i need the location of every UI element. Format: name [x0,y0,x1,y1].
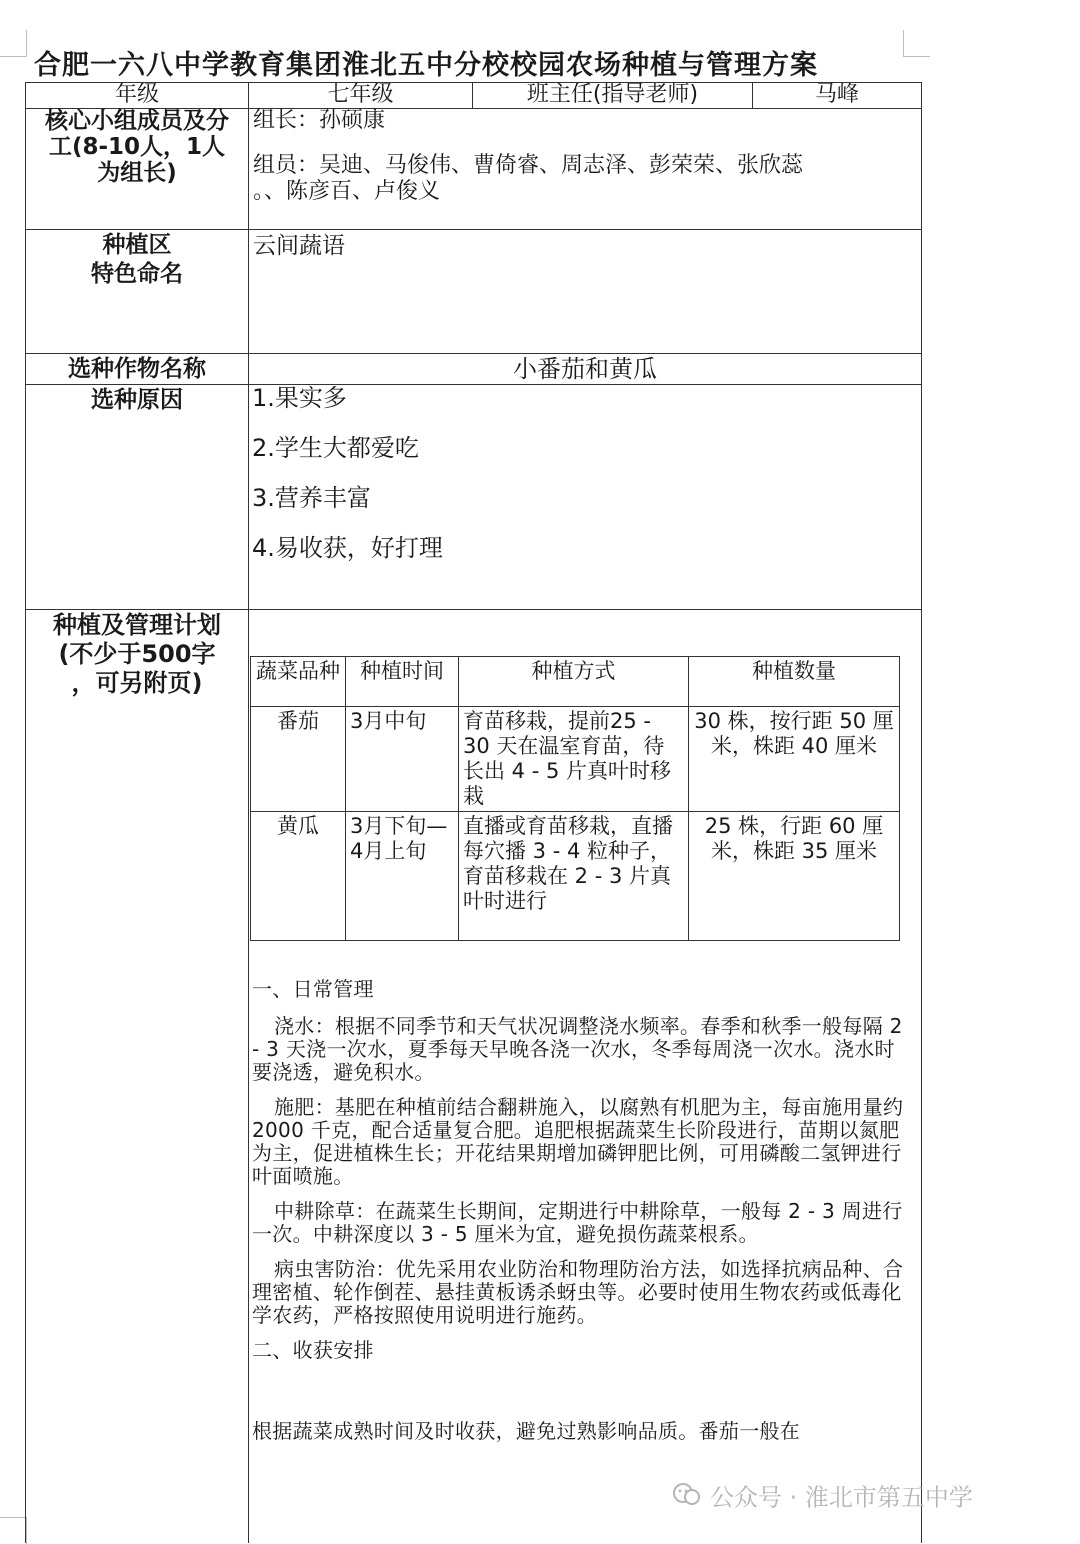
team-label-line: 核心小组成员及分 [45,108,229,134]
paragraph-weeding: 中耕除草：在蔬菜生长期间，定期进行中耕除草，一般每 2 - 3 周进行一次。中耕深度以 3 - 5 厘米为宜，避免损伤蔬菜根系。 [252,1199,903,1246]
paragraph-harvest: 根据蔬菜成熟时间及时收获，避免过熟影响品质。番茄一般在 [252,1419,801,1443]
reason-item: 1.果实多 [252,384,347,412]
planting-table-row [251,812,900,941]
reason-item: 4.易收获，好打理 [252,534,443,562]
watermark-text: 公众号 · 淮北市第五中学 [710,1483,973,1512]
plan-label [27,611,247,698]
team-members-line: 。、陈彦百、卢俊义 [253,179,441,204]
grade-value: 七年级 [327,83,394,107]
crop-mark-top-right [903,30,930,57]
planting-table-header-row [251,657,900,707]
grade-label: 年级 [114,83,159,107]
crop-label: 选种作物名称 [68,356,206,382]
table-column-divider [752,82,753,108]
document-title: 合肥一六八中学教育集团淮北五中分校校园农场种植与管理方案 [34,50,818,81]
table-column-divider [472,82,473,108]
crop-mark-top-left [0,30,27,57]
paragraph-fertilizing: 施肥：基肥在种植前结合翻耕施入，以腐熟有机肥为主，每亩施用量约 2000 千克，配合适量复合肥。追肥根据蔬菜生长阶段进行，苗期以氮肥为主，促进植株生长；开花结果期增加磷钾肥比例，可用磷酸二氢钾进行叶面喷施。 [252,1095,904,1188]
table-rule [25,609,922,610]
planting-table-row [251,707,900,812]
reasons-label: 选种原因 [91,387,183,413]
team-members-line: 组员：吴迪、马俊伟、曹倚睿、周志泽、彭荣荣、张欣蕊 [253,153,804,178]
team-leader: 组长：孙硕康 [253,108,386,133]
cell-quantity: 30 株，按行距 50 厘米，株距 40 厘米 [689,707,900,812]
crop-value: 小番茄和黄瓜 [513,355,657,383]
column-header-vegetable: 蔬菜品种 [251,657,346,707]
plan-label-line: ，可另附页) [71,669,203,697]
reason-item: 2.学生大都爱吃 [252,434,419,462]
team-members [253,153,918,205]
table-rule [25,229,922,230]
team-label [27,108,247,186]
reasons-list [252,383,917,583]
table-border-right [921,82,922,1543]
planting-table [250,656,900,941]
watermark [672,1482,973,1515]
reason-item: 3.营养丰富 [252,484,371,512]
table-border-left [25,82,26,1543]
section-heading-harvest: 二、收获安排 [252,1338,374,1362]
cell-vegetable: 番茄 [251,707,346,812]
section-heading-daily-management: 一、日常管理 [252,978,374,1001]
area-name-label-line: 种植区 [102,232,172,258]
teacher-label: 班主任(指导老师) [526,83,699,107]
cell-method: 直播或育苗移栽，直播每穴播 3 - 4 粒种子，育苗移栽在 2 - 3 片真叶时进行 [459,812,689,941]
crop-mark-bottom-left [0,1517,27,1544]
cell-time: 3月中旬 [346,707,459,812]
cell-time: 3月下旬—4月上旬 [346,812,459,941]
column-header-quantity: 种植数量 [689,657,900,707]
cell-vegetable: 黄瓜 [251,812,346,941]
column-header-method: 种植方式 [459,657,689,707]
area-name-label [27,231,247,289]
plan-label-line: (不少于500字 [58,640,216,668]
plan-label-line: 种植及管理计划 [53,611,221,639]
paragraph-watering: 浇水：根据不同季节和天气状况调整浇水频率。春季和秋季一般每隔 2 - 3 天浇一次水，夏季每天早晚各浇一次水，冬季每周浇一次水。浇水时要浇透，避免积水。 [252,1014,903,1084]
teacher-value: 马峰 [814,83,859,107]
team-label-line: 为组长) [97,160,177,186]
wechat-official-account-icon [672,1482,702,1515]
area-name-value: 云间蔬语 [253,233,345,259]
team-label-line: 工(8-10人，1人 [48,134,226,160]
cell-quantity: 25 株，行距 60 厘米，株距 35 厘米 [689,812,900,941]
paragraph-pest-control: 病虫害防治：优先采用农业防治和物理防治方法，如选择抗病品种、合理密植、轮作倒茬、悬挂黄板诱杀蚜虫等。必要时使用生物农药或低毒化学农药，严格按照使用说明进行施药。 [252,1257,904,1327]
management-section [252,978,914,1538]
cell-method: 育苗移栽，提前25 - 30 天在温室育苗，待长出 4 - 5 片真叶时移栽 [459,707,689,812]
table-column-divider [248,82,249,1543]
area-name-label-line: 特色命名 [91,261,183,287]
column-header-time: 种植时间 [346,657,459,707]
